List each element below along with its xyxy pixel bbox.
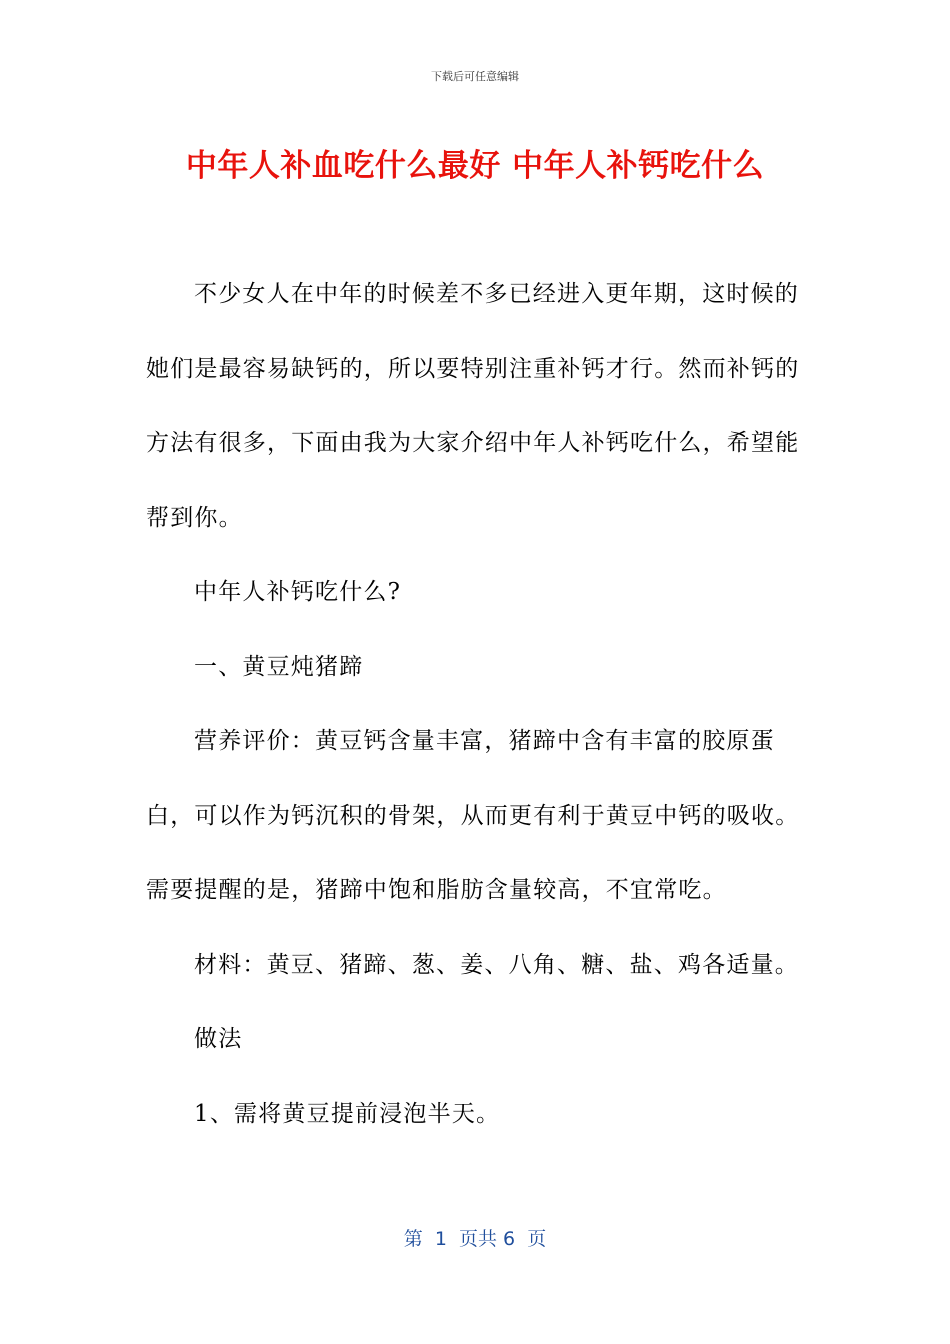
paragraph-question: 中年人补钙吃什么? [194,579,402,605]
paragraph-method-heading: 做法 [194,1026,243,1052]
paragraph-intro: 不少女人在中年的时候差不多已经进入更年期，这时候的她们是最容易缺钙的，所以要特别注重补钙才行。然而补钙的方法有很多，下面由我为大家介绍中年人补钙吃什么，希望能帮到你。 [146,281,800,531]
document-title: 中年人补血吃什么最好 中年人补钙吃什么 [185,148,765,184]
page-header-note: 下载后可任意编辑 [431,70,519,83]
paragraph-nutrition: 营养评价：黄豆钙含量丰富，猪蹄中含有丰富的胶原蛋白，可以作为钙沉积的骨架，从而更有利于黄豆中钙的吸收。需要提醒的是，猪蹄中饱和脂肪含量较高，不宜常吃。 [146,728,800,903]
paragraph-section-heading: 一、黄豆炖猪蹄 [194,653,364,680]
document-body [146,257,806,1151]
paragraph-ingredients: 材料：黄豆、猪蹄、葱、姜、八角、糖、盐、鸡各适量。 [194,951,799,978]
paragraph-step-1: 1、需将黄豆提前浸泡半天。 [194,1100,501,1127]
page-footer: 第 1 页共 6 页 [403,1228,547,1250]
